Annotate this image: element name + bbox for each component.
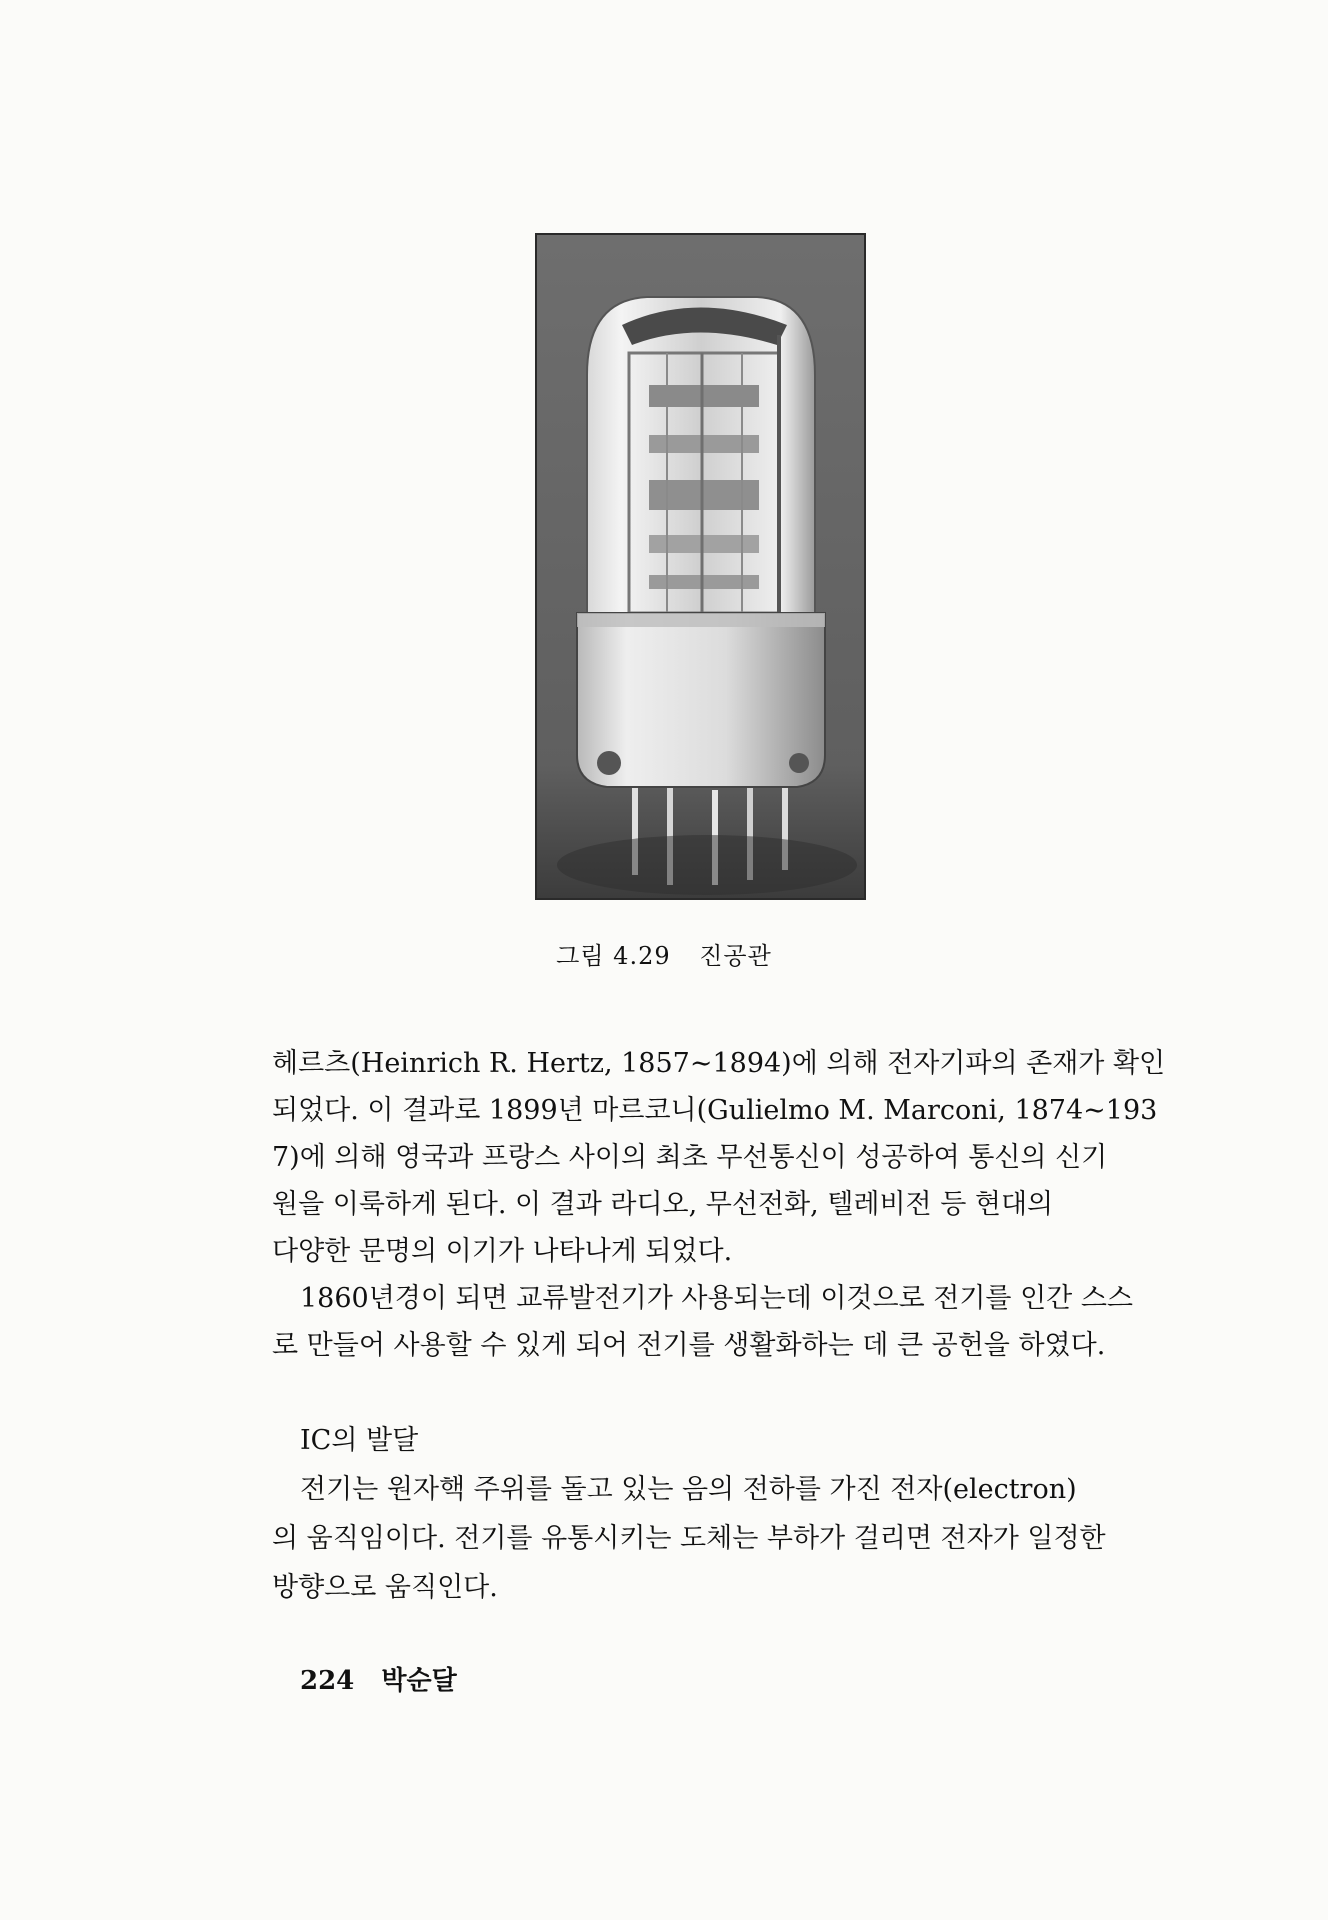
page-footer — [300, 1660, 475, 1697]
paragraph-1-line: 되었다. 이 결과로 1899년 마르코니(Gulielmo M. Marconi, 1874∼193 — [272, 1095, 1158, 1126]
figure-caption-title: 진공관 — [699, 942, 772, 970]
figure-caption-label: 그림 4.29 — [556, 942, 671, 970]
paragraph-1 — [272, 1040, 1168, 1275]
body-text — [272, 1040, 1168, 1369]
section-paragraph-line: 방향으로 움직인다. — [272, 1572, 498, 1603]
section-heading: IC의 발달 — [300, 1425, 419, 1456]
paragraph-1-line: 다양한 문명의 이기가 나타나게 되었다. — [272, 1236, 733, 1267]
paragraph-1-line: 원을 이룩하게 된다. 이 결과 라디오, 무선전화, 텔레비전 등 현대의 — [272, 1189, 1054, 1220]
section-paragraph — [272, 1465, 1168, 1612]
paragraph-2-line: 로 만들어 사용할 수 있게 되어 전기를 생활화하는 데 큰 공헌을 하였다. — [272, 1330, 1106, 1361]
paragraph-1-line: 7)에 의해 영국과 프랑스 사이의 최초 무선통신이 성공하여 통신의 신기 — [272, 1142, 1108, 1173]
figure-caption — [0, 936, 1328, 971]
paragraph-2 — [272, 1275, 1168, 1369]
section-paragraph-line: 전기는 원자핵 주위를 돌고 있는 음의 전하를 가진 전자(electron) — [300, 1474, 1077, 1505]
page-number: 224 — [300, 1666, 355, 1696]
paragraph-1-line: 헤르츠(Heinrich R. Hertz, 1857∼1894)에 의해 전자기파의 존재가 확인 — [272, 1048, 1166, 1079]
vacuum-tube-figure — [535, 233, 866, 900]
vacuum-tube-photo-icon — [537, 235, 864, 898]
section-paragraph-line: 의 움직임이다. 전기를 유통시키는 도체는 부하가 걸리면 전자가 일정한 — [272, 1523, 1106, 1554]
page-author: 박순달 — [381, 1666, 457, 1696]
paragraph-2-line: 1860년경이 되면 교류발전기가 사용되는데 이것으로 전기를 인간 스스 — [300, 1283, 1134, 1314]
